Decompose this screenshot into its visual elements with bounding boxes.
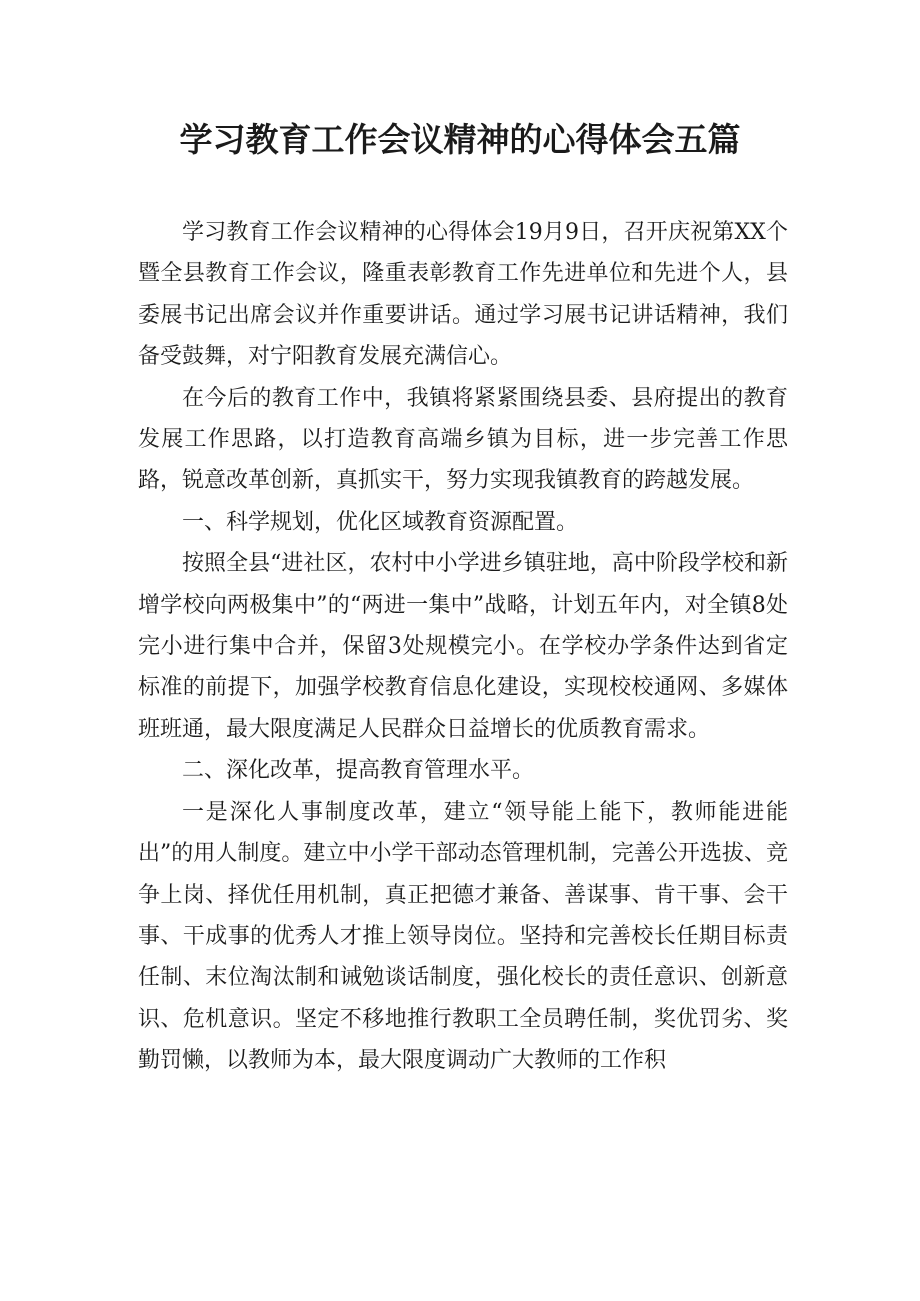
- document-title: 学习教育工作会议精神的心得体会五篇: [179, 120, 741, 159]
- section-heading-1: 一、科学规划，优化区域教育资源配置。: [182, 509, 579, 535]
- paragraph-section-2: 一是深化人事制度改革，建立“领导能上能下，教师能进能出”的用人制度。建立中小学干部动态管理机制，完善公开选拔、竞争上岗、择优任用机制，真正把德才兼备、善谋事、肯干事、会干事、干成事的优秀人才推上领导岗位。坚持和完善校长任期目标责任制、末位淘汰制和诫勉谈话制度，强化校长的责任意识、创新意识、危机意识。坚定不移地推行教职工全员聘任制，奖优罚劣、奖勤罚懒，以教师为本，最大限度调动广大教师的工作积: [138, 799, 788, 1074]
- document-body: [138, 212, 788, 1082]
- paragraph-plan: 在今后的教育工作中，我镇将紧紧围绕县委、县府提出的教育发展工作思路，以打造教育高端乡镇为目标，进一步完善工作思路，锐意改革创新，真抓实干，努力实现我镇教育的跨越发展。: [138, 385, 788, 494]
- paragraph-intro: 学习教育工作会议精神的心得体会19月9日，召开庆祝第XX个暨全县教育工作会议，隆重表彰教育工作先进单位和先进个人，县委展书记出席会议并作重要讲话。通过学习展书记讲话精神，我们备受鼓舞，对宁阳教育发展充满信心。: [138, 220, 788, 370]
- paragraph-section-1: 按照全县“进社区，农村中小学进乡镇驻地，高中阶段学校和新增学校向两极集中”的“两进一集中”战略，计划五年内，对全镇8处完小进行集中合并，保留3处规模完小。在学校办学条件达到省定标准的前提下，加强学校教育信息化建设，实现校校通网、多媒体班班通，最大限度满足人民群众日益增长的优质教育需求。: [138, 551, 788, 742]
- section-heading-2: 二、深化改革，提高教育管理水平。: [182, 758, 535, 784]
